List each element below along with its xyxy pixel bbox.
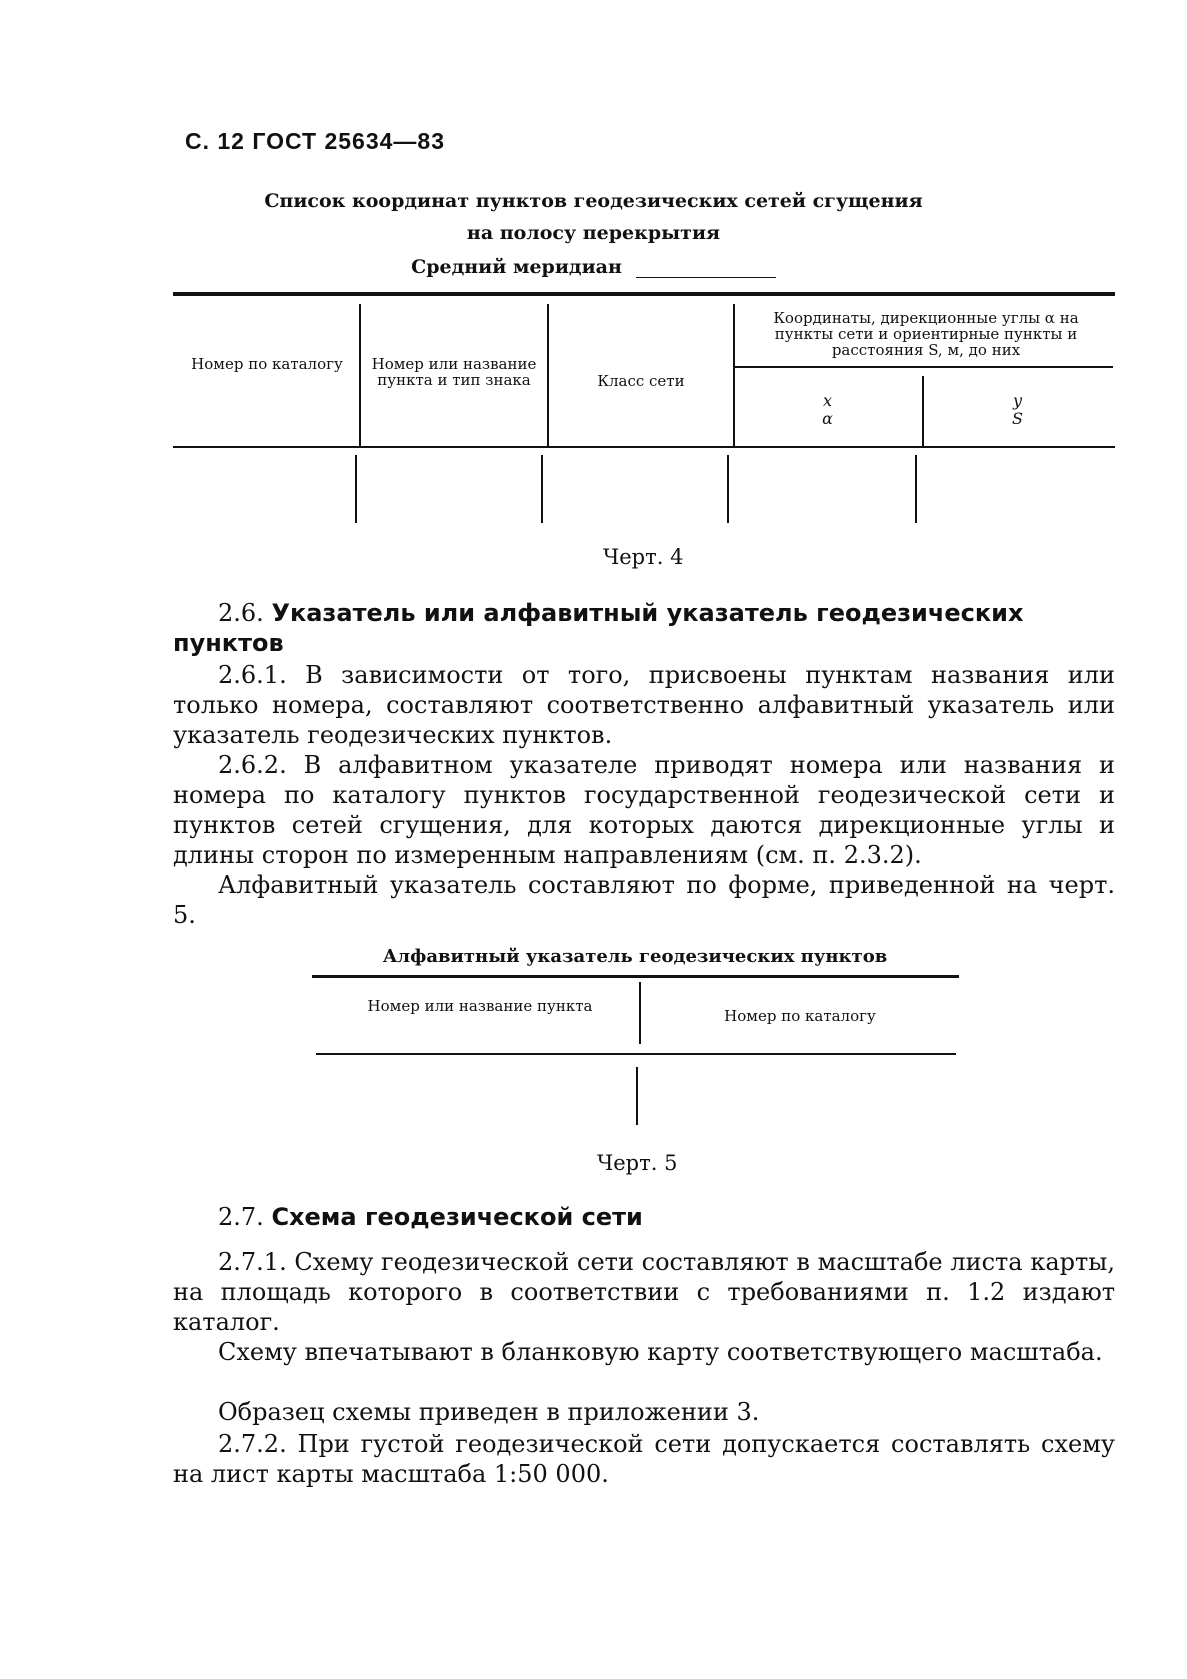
col-network-class: Класс сети — [597, 372, 685, 390]
section-2-6-number: 2.6. — [218, 599, 264, 627]
paragraph-2-6-1: 2.6.1. В зависимости от того, присвоены пунктам названия или только номера, составляют соответственно алфавитный указатель или указатель геодезических пунктов. — [173, 661, 1115, 749]
figure5-title: Алфавитный указатель геодезических пунктов — [382, 946, 888, 967]
col-coord-alpha: α — [822, 409, 833, 428]
paragraph-2-7-1-note: Схему впечатывают в бланковую карту соответствующего масштаба. — [218, 1338, 1103, 1366]
figure4-title-line1: Список координат пунктов геодезических сетей сгущения — [264, 190, 923, 212]
figure4-meridian — [0, 256, 1187, 278]
meridian-label: Средний меридиан — [411, 256, 622, 278]
figure5-caption: Черт. 5 — [597, 1151, 678, 1175]
meridian-blank — [636, 259, 776, 278]
paragraph-2-6-2: 2.6.2. В алфавитном указателе приводят номера или названия и номера по каталогу пунктов государственной геодезической сети и пунктов сетей сгущения, для которых даются дирекционные углы и длины сторон по измеренным направлениям (см. п. 2.3.2). — [173, 751, 1115, 869]
col-coords-header: Координаты, дирекционные углы α на пункты сети и ориентирные пункты и расстояния S, м, до них — [773, 309, 1079, 359]
col-coord-y: y — [1012, 391, 1023, 410]
col-coord-x: x — [822, 391, 833, 410]
col-coord-s: S — [1012, 409, 1023, 428]
section-2-7-heading — [173, 1202, 1113, 1232]
paragraph-2-7-1: 2.7.1. Схему геодезической сети составляют в масштабе листа карты, на площадь которого в соответствии с требованиями п. 1.2 издают каталог. — [173, 1248, 1115, 1336]
section-2-7-title: Схема геодезической сети — [271, 1203, 643, 1231]
figure5-col-name: Номер или название пункта — [367, 997, 593, 1015]
section-2-6-title: Указатель или алфавитный указатель геодезических пунктов — [173, 599, 1024, 657]
paragraph-2-6-3: Алфавитный указатель составляют по форме, приведенной на черт. 5. — [173, 871, 1115, 929]
col-point-name: Номер или название пункта и тип знака — [371, 355, 537, 389]
paragraph-2-7-2: 2.7.2. При густой геодезической сети допускается составлять схему на лист карты масштаба 1:50 000. — [173, 1430, 1115, 1488]
figure4-caption: Черт. 4 — [603, 545, 684, 569]
figure4-title-line2: на полосу перекрытия — [466, 222, 721, 244]
col-catalog-number: Номер по каталогу — [191, 355, 343, 373]
paragraph-2-7-1-sample: Образец схемы приведен в приложении 3. — [218, 1398, 760, 1426]
section-2-7-number: 2.7. — [218, 1203, 264, 1231]
section-2-6-heading — [173, 598, 1113, 658]
page-header: С. 12 ГОСТ 25634—83 — [185, 128, 446, 154]
figure5-col-catalog: Номер по каталогу — [724, 1007, 876, 1025]
